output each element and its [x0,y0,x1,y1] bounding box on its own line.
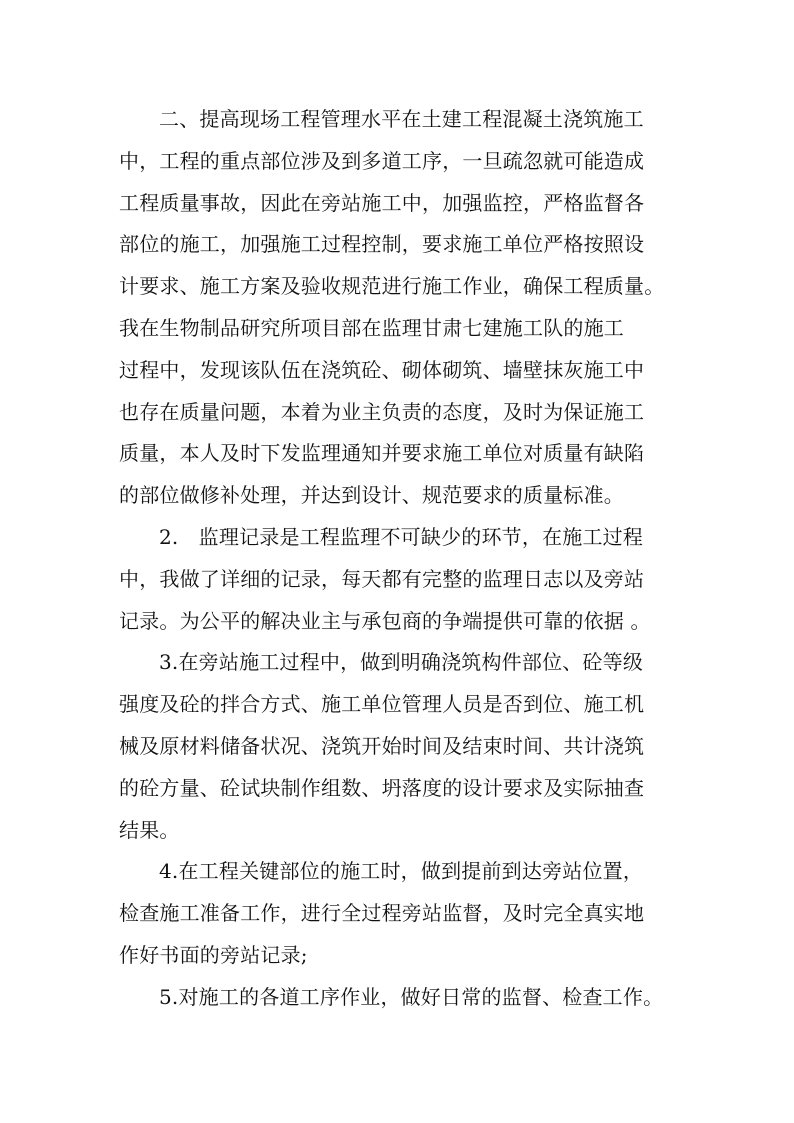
text-line: 结果。 [119,817,180,842]
text-line: 部位的施工，加强施工过程控制，要求施工单位严格按照设 [119,232,645,257]
text-line: 中，我做了详细的记录，每天都有完整的监理日志以及旁站 [119,566,645,591]
paragraph-supervision-records [119,517,675,642]
text-line: 工程质量事故，因此在旁站施工中，加强监控，严格监督各 [119,190,645,215]
paragraph-key-parts [119,851,675,976]
text-line: 我在生物制品研究所项目部在监理甘肃七建施工队的施工 [119,315,624,340]
text-line: 强度及砼的拌合方式、施工单位管理人员是否到位、施工机 [119,692,645,717]
text-line: 作好书面的旁站记录; [119,942,308,967]
text-line: 记录。为公平的解决业主与承包商的争端提供可靠的依据 。 [119,608,651,633]
text-line: 的部位做修补处理，并达到设计、规范要求的质量标准。 [119,483,624,508]
text-line: 械及原材料储备状况、浇筑开始时间及结束时间、共计浇筑 [119,733,645,758]
text-line: 计要求、施工方案及验收规范进行施工作业，确保工程质量。 [119,274,665,299]
text-line: 中，工程的重点部位涉及到多道工序，一旦疏忽就可能造成 [119,148,645,173]
text-line: 5.对施工的各道工序作业，做好日常的监督、检查工作。 [159,984,664,1009]
text-line: 二、提高现场工程管理水平在土建工程混凝土浇筑施工 [159,107,644,131]
text-line: 的砼方量、砼试块制作组数、坍落度的设计要求及实际抽查 [119,775,645,800]
text-line: 检查施工准备工作，进行全过程旁站监督，及时完全真实地 [119,901,645,926]
document-body [119,99,675,1019]
paragraph-daily-inspection [119,977,675,1019]
text-line: 过程中，发现该队伍在浇筑砼、砌体砌筑、墙壁抹灰施工中 [119,357,645,382]
paragraph-site-management [119,99,675,517]
text-line: 2. 监理记录是工程监理不可缺少的环节，在施工过程 [159,524,644,549]
text-line: 3.在旁站施工过程中，做到明确浇筑构件部位、砼等级 [159,650,644,675]
paragraph-side-station-construction [119,642,675,851]
text-line: 也存在质量问题，本着为业主负责的态度，及时为保证施工 [119,399,645,424]
text-line: 4.在工程关键部位的施工时，做到提前到达旁站位置， [159,859,644,884]
text-line: 质量，本人及时下发监理通知并要求施工单位对质量有缺陷 [119,441,645,466]
